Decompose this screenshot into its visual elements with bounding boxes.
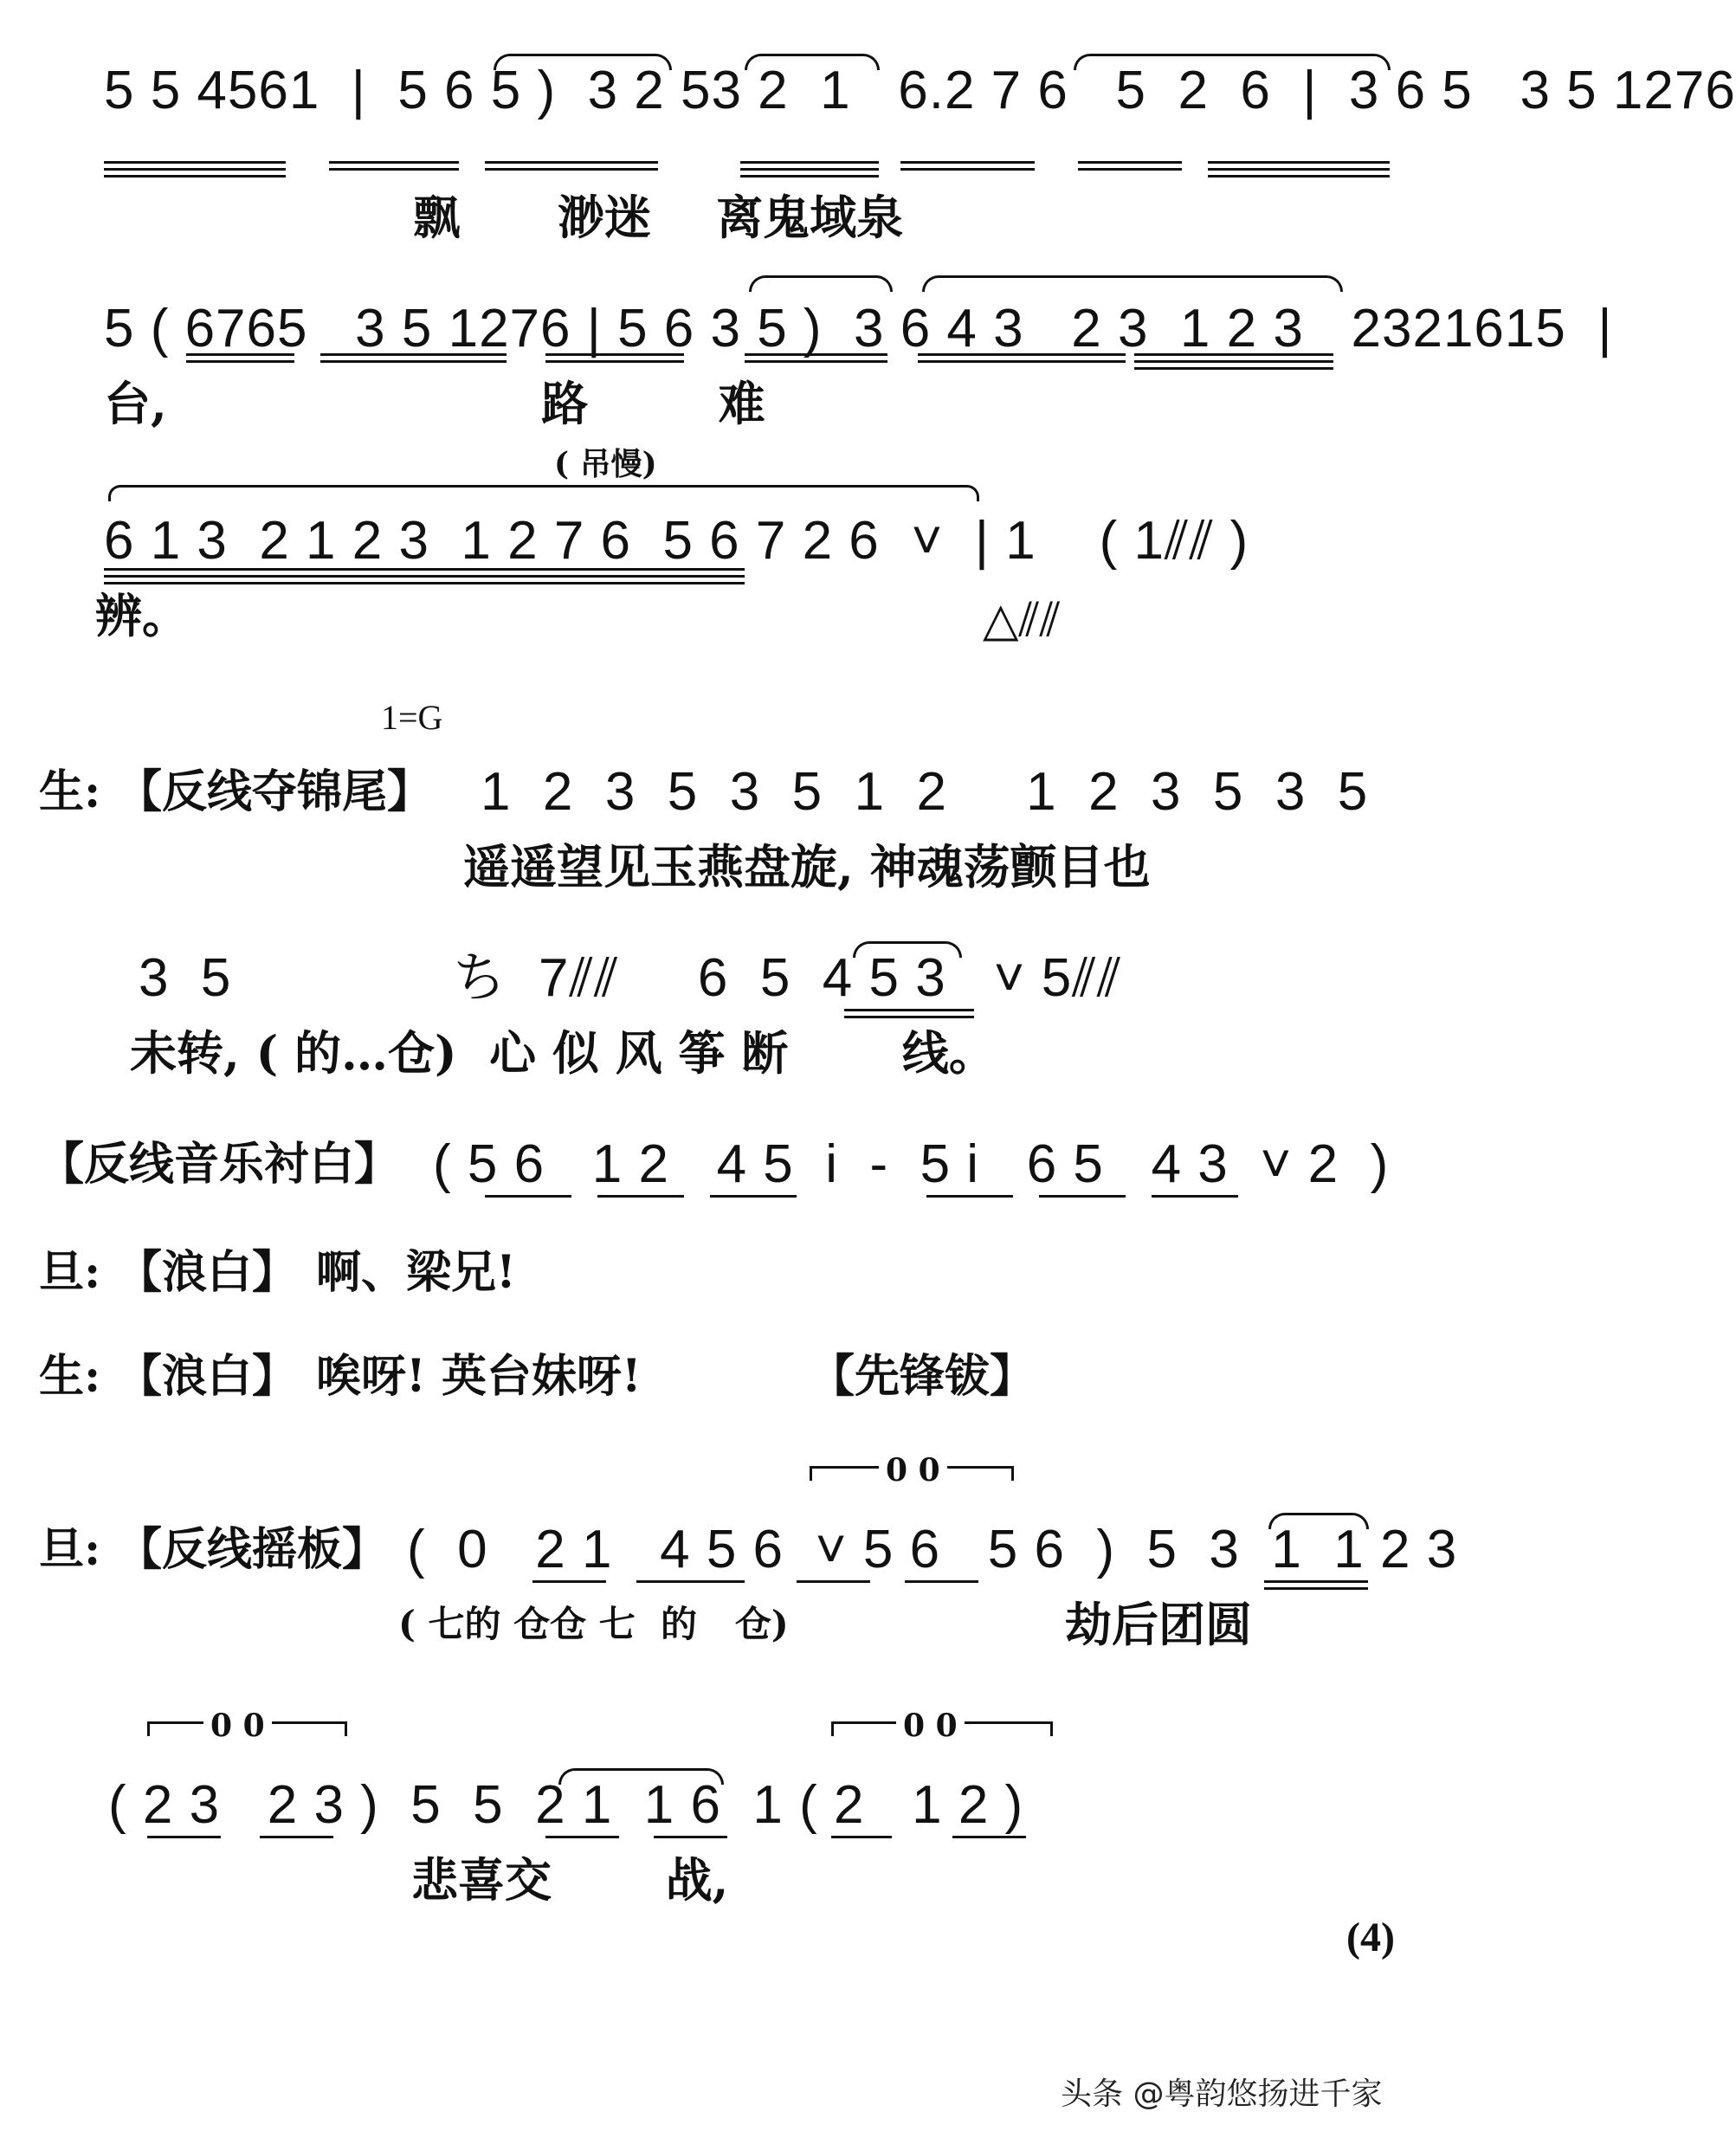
underline [1208,175,1390,178]
role-label: 生: [39,1350,101,1403]
lyrics-row: 飘 渺迷 离鬼域泉 [104,190,904,245]
tempo-marking: ( 吊慢) [554,446,657,482]
bracket-marking: 0 0 [896,1708,965,1744]
underline [329,161,459,164]
underline [740,168,879,171]
underline [1264,1587,1368,1590]
underline [710,1195,797,1198]
notation-row: ( 5 6 1 2 4 5 i - 5 i 6 5 4 3 ˅ 2 ) [433,1134,1390,1194]
underline [1134,360,1333,363]
key-signature: 1=G [381,698,443,737]
breath-mark: △⫽⫽ [983,592,1061,647]
underline [329,168,459,171]
underline [260,1836,333,1838]
underline [1078,168,1182,171]
underline [844,1016,974,1018]
underline [905,1580,978,1583]
notation-row: 6 1 3 2 1 2 3 1 2 7 6 5 6 7 2 6 ˅ | 1 ( 1⫽⫽ ) [104,511,1249,571]
underline [104,161,286,164]
notation-row: 5 ( 6765 3 5 1276 | 5 6 3 5 ) 3 6 4 3 2 3 1 2 3 2321615 | [104,299,1613,358]
underline [545,353,684,356]
underline [1039,1195,1126,1198]
underline [900,168,1035,171]
underline [654,1836,727,1838]
underline [918,360,1126,363]
lyrics-row: 辨。 [95,588,189,643]
slur [922,275,1343,292]
underline [104,175,286,178]
underline [745,360,887,363]
notation-row: 1 2 3 5 3 5 1 2 1 2 3 5 3 5 [481,762,1369,822]
underline [186,353,294,356]
underline [926,1195,1013,1198]
underline [485,1195,571,1198]
underline [900,161,1035,164]
page-number: (4) [1346,1915,1395,1960]
lyrics-row: 劫后团圆 [1065,1597,1252,1652]
underline [147,1836,221,1838]
underline [485,161,658,164]
underline [797,1580,870,1583]
tune-label: 【浪白】 [117,1246,298,1299]
underline [1208,168,1390,171]
underline [320,360,507,363]
lyrics-row: 遥遥望见玉燕盘旋, 神魂荡颤目也 [463,839,1151,894]
underline [1264,1580,1368,1583]
slur [749,275,893,292]
underline [745,353,887,356]
underline [1152,1195,1238,1198]
lyrics-row: ( 七的 仓仓 七 的 仓) [398,1603,789,1645]
lyrics-row: 悲喜交 战, [411,1852,729,1908]
underline [186,360,294,363]
underline [545,1836,619,1838]
spoken-text: 啊、梁兄! [316,1246,516,1299]
underline [545,360,684,363]
underline [636,1580,745,1583]
lyrics-row: 未转, ( 的…仓) 心 似 风 筝 断 线。 [130,1025,996,1081]
slur [108,485,979,501]
role-label: 旦: [39,1523,101,1576]
role-label: 旦: [39,1246,101,1299]
underline [1078,161,1182,164]
notation-row: 3 5 ち 7⫽⫽ 6 5 4 5 3 ˅ 5⫽⫽ [139,948,1122,1008]
tune-label: 【反线音乐衬白】 [39,1138,400,1191]
underline [1208,161,1390,164]
underline [104,582,745,584]
notation-row: ( 0 2 1 4 5 6 ˅ 5 6 5 6 ) 5 3 1 1 2 3 [407,1520,1458,1579]
underline [740,161,879,164]
underline [1134,353,1333,356]
underline [918,353,1126,356]
underline [104,568,745,571]
tune-label: 【反线夺锦尾】 [117,765,433,818]
lyrics-row: 台, 路 难 [104,376,765,431]
underline [104,575,745,578]
notation-row: ( 2 3 2 3 ) 5 5 2 1 1 6 1 ( 2 1 2 ) [108,1775,1024,1835]
underline [485,168,658,171]
underline [952,1836,1026,1838]
underline [1134,367,1333,370]
tune-label: 【反线摇板】 [117,1523,388,1576]
underline [831,1836,892,1838]
underline [844,1009,974,1011]
notation-row: 5 5 4561 | 5 6 5 ) 3 2 53 2 1 6.2 7 6 5 2 6 | 3 6 5 3 5 1276 [104,61,1736,120]
underline [597,1195,684,1198]
underline [740,175,879,178]
spoken-text: 唉呀! 英台妹呀! [316,1350,642,1403]
underline [104,168,286,171]
watermark: 头条 @粤韵悠扬进千家 [1061,2076,1383,2112]
tune-label: 【浪白】 [117,1350,298,1403]
bracket-marking: 0 0 [879,1452,947,1489]
underline [320,353,507,356]
role-label: 生: [39,765,101,818]
bracket-marking: 0 0 [203,1708,272,1744]
underline [532,1580,606,1583]
percussion-label: 【先锋钹】 [810,1350,1036,1403]
